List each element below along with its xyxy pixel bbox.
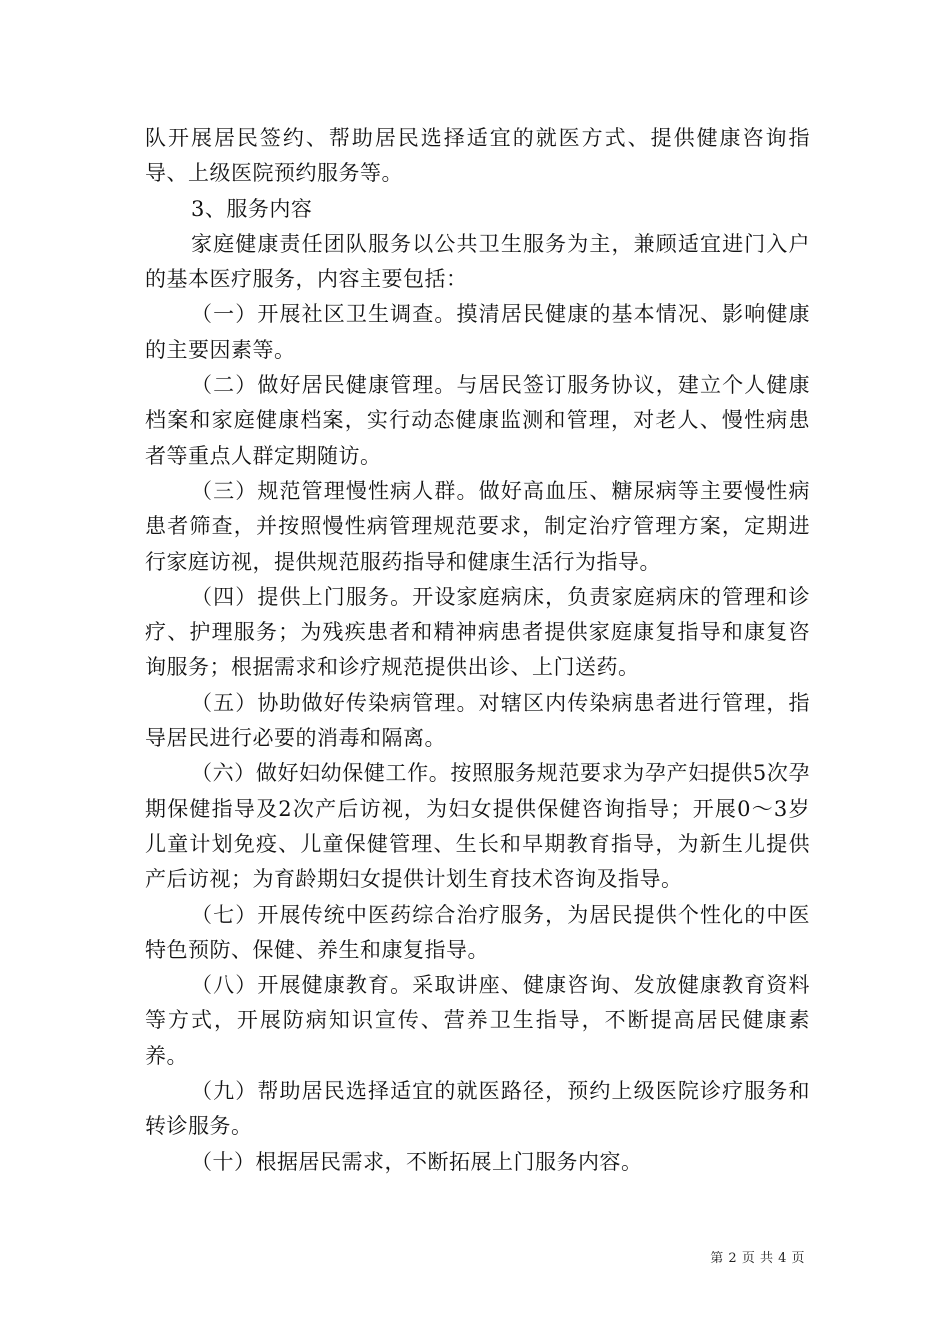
paragraph-item-6: （六）做好妇幼保健工作。按照服务规范要求为孕产妇提供5次孕期保健指导及2次产后访视，为妇女提供保健咨询指导；开展0～3岁儿童计划免疫、儿童保健管理、生长和早期教育指导，为新生儿提供产后访视；为育龄期妇女提供计划生育技术咨询及指导。 [145,761,810,892]
paragraph-item-2: （二）做好居民健康管理。与居民签订服务协议，建立个人健康档案和家庭健康档案，实行动态健康监测和管理，对老人、慢性病患者等重点人群定期随访。 [145,373,810,468]
paragraph-item-9: （九）帮助居民选择适宜的就医路径，预约上级医院诊疗服务和转诊服务。 [145,1079,810,1139]
paragraph-continuation: 队开展居民签约、帮助居民选择适宜的就医方式、提供健康咨询指导、上级医院预约服务等。 [145,126,810,186]
paragraph-item-1: （一）开展社区卫生调查。摸清居民健康的基本情况、影响健康的主要因素等。 [145,302,810,362]
paragraph-intro: 家庭健康责任团队服务以公共卫生服务为主，兼顾适宜进门入户的基本医疗服务，内容主要包括： [145,231,810,292]
paragraph-item-3: （三）规范管理慢性病人群。做好高血压、糖尿病等主要慢性病患者筛查，并按照慢性病管理规范要求，制定治疗管理方案，定期进行家庭访视，提供规范服药指导和健康生活行为指导。 [145,478,810,574]
document-body [145,121,810,1180]
paragraph-item-8: （八）开展健康教育。采取讲座、健康咨询、发放健康教育资料等方式，开展防病知识宣传、营养卫生指导，不断提高居民健康素养。 [145,973,810,1068]
paragraph-item-7: （七）开展传统中医药综合治疗服务，为居民提供个性化的中医特色预防、保健、养生和康复指导。 [145,902,810,962]
section-heading-service-content: 3、服务内容 [191,196,313,221]
paragraph-item-4: （四）提供上门服务。开设家庭病床，负责家庭病床的管理和诊疗、护理服务；为残疾患者和精神病患者提供家庭康复指导和康复咨询服务；根据需求和诊疗规范提供出诊、上门送药。 [145,584,810,680]
paragraph-item-5: （五）协助做好传染病管理。对辖区内传染病患者进行管理，指导居民进行必要的消毒和隔离。 [145,690,810,751]
paragraph-item-10: （十）根据居民需求，不断拓展上门服务内容。 [191,1149,643,1174]
page-number-footer: 第 2 页 共 4 页 [710,1251,805,1266]
